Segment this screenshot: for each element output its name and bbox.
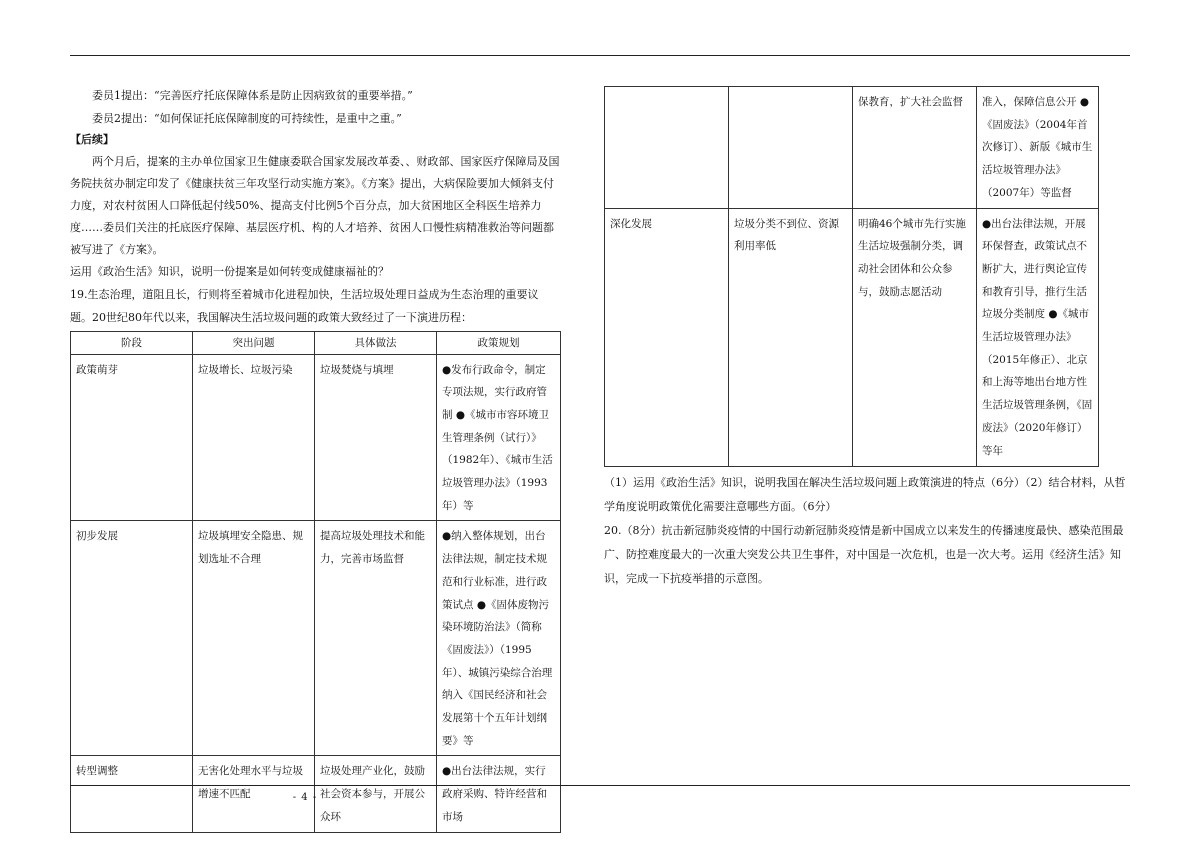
policy-cell: 准入，保障信息公开 ●《固废法》（2004年首次修订）、新版《城市生活垃圾管理办法》（2007年）等监督	[977, 87, 1099, 209]
problem-cell: 垃圾分类不到位、资源利用率低	[729, 208, 853, 466]
policy-table-right	[604, 86, 1099, 467]
question19-tasks: （1）运用《政治生活》知识，说明我国在解决生活垃圾问题上政策演进的特点（6分）（2）结合材料，从哲学角度说明政策优化需要注意哪些方面。（6分）	[604, 475, 1126, 513]
table-row	[71, 521, 561, 756]
question19-intro: 19.生态治理，道阻且长，行则将至着城市化进程加快，生活垃圾处理日益成为生态治理的重要议题。20世纪80年代以来，我国解决生活垃圾问题的政策大致经过了一下演进历程：	[70, 287, 539, 324]
problem-cell: 无害化处理水平与垃圾增速不匹配	[193, 756, 315, 832]
header-stage: 阶段	[71, 331, 193, 354]
stage-cell: 转型调整	[71, 756, 193, 832]
header-practice: 具体做法	[315, 331, 437, 354]
bottom-rule	[70, 785, 1130, 786]
table-row	[605, 208, 1099, 466]
header-problem: 突出问题	[193, 331, 315, 354]
practice-cell: 提高垃圾处理技术和能力，完善市场监督	[315, 521, 437, 756]
left-column	[70, 86, 560, 833]
stage-cell: 深化发展	[605, 208, 729, 466]
page-number: - 4 -	[292, 792, 318, 803]
table-row	[605, 87, 1099, 209]
table-header-row	[71, 331, 561, 354]
stage-cell: 初步发展	[71, 521, 193, 756]
practice-cell: 明确46个城市先行实施生活垃圾强制分类，调动社会团体和公众参与，鼓励志愿活动	[853, 208, 977, 466]
question20-prompt: 20.（8分）抗击新冠肺炎疫情的中国行动新冠肺炎疫情是新中国成立以来发生的传播速度最快、感染范围最广、防控难度最大的一次重大突发公共卫生事件，对中国是一次危机，也是一次大考。运用《经济生活》知识，完成一下抗疫举措的示意图。	[604, 523, 1124, 585]
table-row	[71, 354, 561, 521]
practice-cell: 保教育，扩大社会监督	[853, 87, 977, 209]
practice-cell: 垃圾焚烧与填埋	[315, 354, 437, 521]
header-policy: 政策规划	[437, 331, 561, 354]
committee1-statement: 委员1提出：“完善医疗托底保障体系是防止因病致贫的重要举措。”	[92, 89, 413, 102]
followup-paragraph: 两个月后，提案的主办单位国家卫生健康委联合国家发展改革委、、财政部、国家医疗保障局及国务院扶贫办制定印发了《健康扶贫三年攻坚行动实施方案》。《方案》提出，大病保险要加大倾斜支付力度，对农村贫困人口降低起付线50%、提高支付比例5个百分点，加大贫困地区全科医生培养力度……委员们关注的托底医疗保障、基层医疗机、构的人才培养、贫困人口慢性病精准救治等问题都被写进了《方案》。	[70, 154, 560, 256]
problem-cell: 垃圾填埋安全隐患、规划选址不合理	[193, 521, 315, 756]
policy-cell: ●发布行政命令，制定专项法规，实行政府管制 ●《城市市容环境卫生管理条例（试行）》（1982年）、《城市生活垃圾管理办法》（1993年）等	[437, 354, 561, 521]
top-rule	[70, 55, 1130, 56]
stage-cell: 政策萌芽	[71, 354, 193, 521]
committee2-statement: 委员2提出：“如何保证托底保障制度的可持续性，是重中之重。”	[92, 111, 402, 125]
policy-cell: ●纳入整体规划，出台法律法规，制定技术规范和行业标准，进行政策试点 ●《固体废物污染环境防治法》（简称《固废法》）（1995年）、城镇污染综合治理纳入《国民经济和社会发展第十个五年计划纲要》等	[437, 521, 561, 756]
practice-cell: 垃圾处理产业化，鼓励社会资本参与，开展公众环	[315, 756, 437, 832]
stage-cell-continued	[605, 87, 729, 209]
problem-cell: 垃圾增长、垃圾污染	[193, 354, 315, 521]
question18-prompt: 运用《政治生活》知识，说明一份提案是如何转变成健康福祉的？	[70, 264, 389, 278]
policy-table-left	[70, 331, 561, 833]
right-column	[604, 86, 1130, 591]
policy-cell: ●出台法律法规，实行政府采购、特许经营和市场	[437, 756, 561, 832]
followup-heading: 【后续】	[70, 133, 114, 146]
problem-cell-continued	[729, 87, 853, 209]
policy-cell: ●出台法律法规，开展环保督查，政策试点不断扩大，进行舆论宣传和教育引导，推行生活垃圾分类制度 ●《城市生活垃圾管理办法》（2015年修正）、北京和上海等地出台地方性生活垃圾管理条例，《固废法》（2020年修订）等年	[977, 208, 1099, 466]
